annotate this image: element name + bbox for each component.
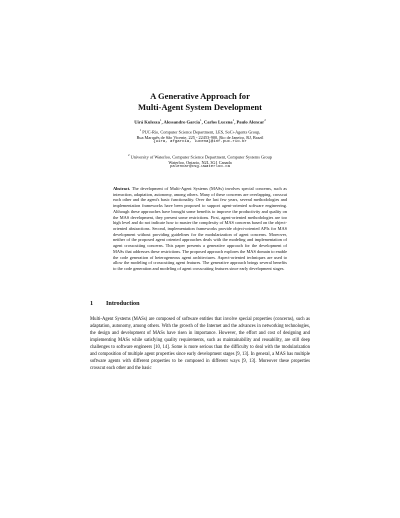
affiliation-mark: 2	[128, 153, 130, 157]
section-title: Introduction	[106, 300, 140, 307]
section-number: 1	[90, 300, 94, 307]
author-affiliation-mark: 1	[159, 118, 162, 122]
author-name: Carlos Lucena	[203, 119, 233, 125]
affiliation-email: {uira, afgarcia, lucena}@inf.puc-rio.br	[153, 140, 247, 145]
abstract-label: Abstract.	[113, 186, 131, 191]
affiliation-2	[60, 153, 340, 171]
abstract-text: The development of Multi-Agent Systems (MASs) involves special concerns, such as interaction, adaptation, autonomy, among others. Many of these concerns are overlapping, crosscut each other and the agent's basic functionality. Over the last few years, several methodologies and implementation frameworks have been proposed to support agent-oriented software engineering. Although these approaches have brought some benefits to improve the productivity and quality on the MAS development, they present some restrictions. First, agent-oriented methodologies are too high level and do not indicate how to master the complexity of MAS concerns based on the object-oriented abstractions. Second, implementation frameworks provide object-oriented APIs for MAS development without providing guidelines for the modularization of agent concerns. Moreover, neither of the proposed agent oriented approaches deals with the modeling and implementation of agent crosscutting concerns. This paper presents a generative approach for the development of MASs that addresses these restrictions. The proposed approach explores the MAS domain to enable the code generation of heterogeneous agent architectures. Aspect-oriented techniques are used to allow the modeling of crosscutting agent features. The generative approach brings several benefits to the code generation and modeling of agent crosscutting features since early development stages.	[113, 186, 288, 272]
affiliation-address: Waterloo, Ontario, N2L 3G1 Canada	[168, 159, 232, 165]
paper-title	[60, 91, 340, 112]
title-line-2: Multi-Agent System Development	[137, 101, 263, 112]
author-name: Alessandro Garcia	[163, 119, 200, 125]
title-line-1: A Generative Approach for	[150, 91, 250, 101]
abstract	[113, 186, 287, 272]
section-heading	[90, 300, 140, 307]
affiliation-mark: 1	[139, 128, 142, 132]
author-affiliation-mark: 1	[232, 118, 235, 122]
author-affiliation-mark: 2	[264, 118, 266, 122]
affiliation-email: palencar@csg.uwaterloo.ca	[169, 165, 230, 170]
author-name: Uirá Kulesza	[134, 119, 160, 125]
affiliation-line: University of Waterloo, Computer Science Department, Computer Systems Group	[130, 154, 272, 160]
introduction-text: Multi-Agent Systems (MASs) are composed of software entities that involve special properties (concerns), such as adaptation, autonomy, among others. With the growth of the Internet and the advances in networking technologies, the design and development of MASs have risen in importance. However, the effort and cost of designing and implementing MASs while satisfying quality requirements, such as maintainability and reusability, are still deep challenges to software engineers [10, 14]. Some is more serious than the difficulty to deal with the modularization and composition of multiple agent properties since early development stages [9, 13]. In general, a MAS has multiple software agents with different properties to be composed in different ways [9, 13]. Moreover these properties crosscut each other and the basic	[90, 317, 310, 372]
author-list: Uirá Kulesza$^1$, Alessandro Garcia$^1$, Carlos Lucena$^1$, Paulo Alencar$^2$	[134, 118, 266, 125]
affiliation-1	[60, 128, 340, 146]
affiliation-address: Rua Marquês de São Vicente, 225 - 22453-900, Rio de Janeiro, RJ, Brazil	[136, 134, 264, 140]
author-affiliation-mark: 1	[199, 118, 202, 122]
author-name: Paulo Alencar	[236, 119, 265, 125]
affiliation-line: PUC-Rio, Computer Science Department, LES, SoC+Agents Group,	[142, 129, 261, 135]
